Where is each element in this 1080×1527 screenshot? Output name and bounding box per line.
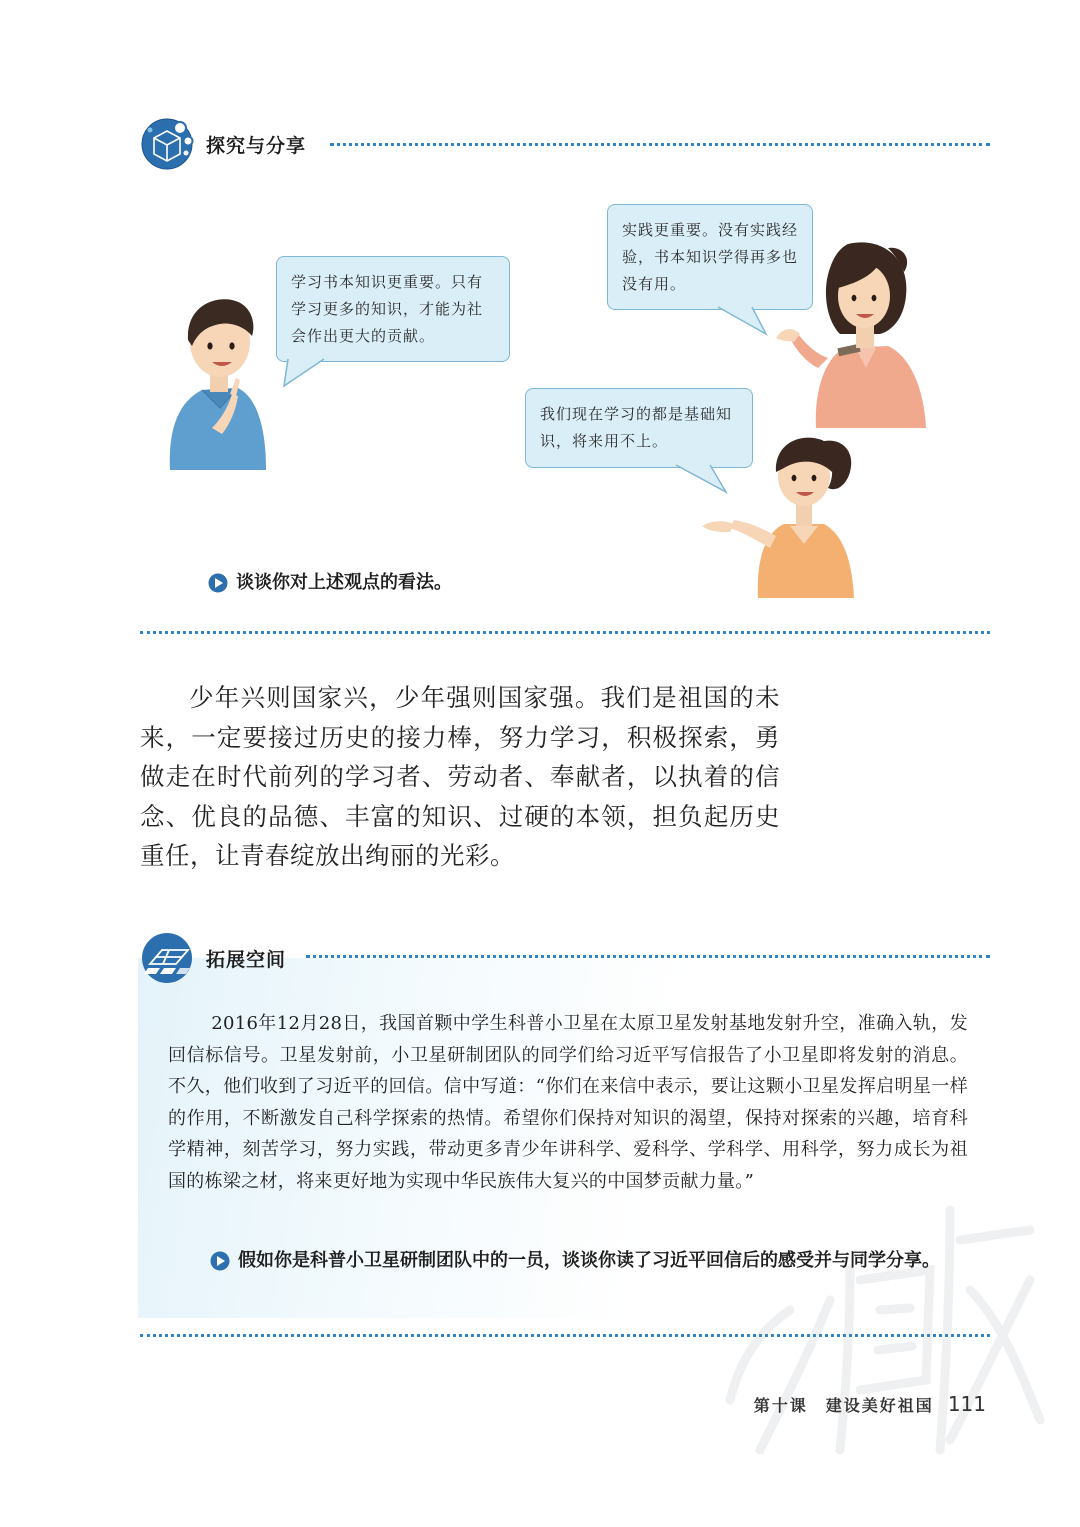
explore-section-bottom-divider <box>140 631 990 634</box>
page-number: 111 <box>947 1392 986 1416</box>
speech-bubble-girl-tail <box>672 464 732 494</box>
extension-prompt <box>210 1244 968 1278</box>
page-footer <box>754 1392 986 1416</box>
extension-title: 拓展空间 <box>206 948 287 971</box>
speech-bubble-boy-tail <box>280 358 340 388</box>
boy-figure-illustration <box>160 290 280 470</box>
tiles-icon <box>140 930 196 986</box>
explore-header-divider <box>330 143 990 146</box>
main-paragraph: 少年兴则国家兴，少年强则国家强。我们是祖国的未来，一定要接过历史的接力棒，努力学习，积极探索，勇做走在时代前列的学习者、劳动者、奉献者，以执着的信念、优良的品德、丰富的知识、过硬的本领，担负起历史重任，让青春绽放出绚丽的光彩。 <box>140 683 780 870</box>
speech-bubble-girl: 我们现在学习的都是基础知识，将来用不上。 <box>525 388 753 468</box>
arrow-circle-icon <box>210 1251 230 1271</box>
extension-paragraph: 2016年12月28日，我国首颗中学生科普小卫星在太原卫星发射基地发射升空，准确入轨，发回信标信号。卫星发射前，小卫星研制团队的同学们给习近平写信报告了小卫星即将发射的消息。不久，他们收到了习近平的回信。信中写道：“你们在来信中表示，要让这颗小卫星发挥启明星一样的作用，不断激发自己科学探索的热情。希望你们保持对知识的渴望，保持对探索的兴趣，培育科学精神，刻苦学习，努力实践，带动更多青少年讲科学、爱科学、学科学、用科学，努力成长为祖国的栋梁之材，将来更好地为实现中华民族伟大复兴的中国梦贡献力量。” <box>168 1013 968 1192</box>
arrow-circle-icon <box>208 573 228 593</box>
speech-bubble-teacher-tail <box>712 306 772 336</box>
speech-bubble-teacher: 实践更重要。没有实践经验，书本知识学得再多也没有用。 <box>607 204 813 310</box>
extension-section-header <box>140 930 286 986</box>
extension-prompt-text: 假如你是科普小卫星研制团队中的一员，谈谈你读了习近平回信后的感受并与同学分享。 <box>238 1250 940 1271</box>
extension-header-divider <box>306 955 990 958</box>
extension-section-bottom-divider <box>140 1334 990 1337</box>
explore-prompt <box>208 566 452 600</box>
explore-section-header <box>140 116 306 172</box>
cube-molecule-icon <box>140 116 196 172</box>
speech-bubble-boy: 学习书本知识更重要。只有学习更多的知识，才能为社会作出更大的贡献。 <box>276 256 510 362</box>
explore-prompt-text: 谈谈你对上述观点的看法。 <box>236 572 452 593</box>
footer-lesson-title: 第十课 建设美好祖国 <box>753 1396 934 1415</box>
explore-title: 探究与分享 <box>206 134 307 157</box>
